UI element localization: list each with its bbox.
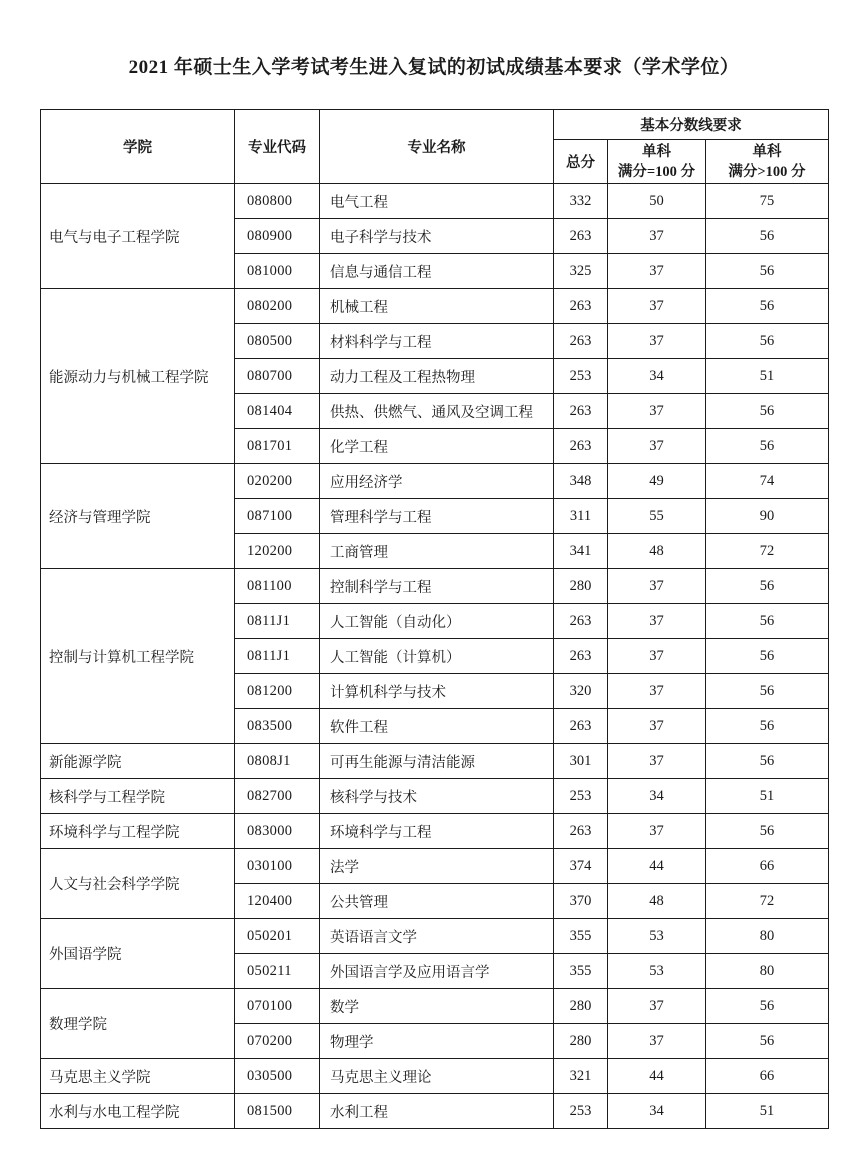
major-code-cell: 120400	[235, 884, 320, 919]
table-row	[41, 1059, 829, 1094]
major-name-cell: 英语语言文学	[320, 919, 554, 954]
major-code-cell: 070100	[235, 989, 320, 1024]
total-score-cell: 253	[554, 359, 608, 394]
table-row	[41, 464, 829, 499]
college-cell: 电气与电子工程学院	[41, 184, 235, 289]
single-subject-100-cell: 37	[608, 324, 706, 359]
major-code-cell: 030100	[235, 849, 320, 884]
single-subject-100-cell: 50	[608, 184, 706, 219]
single-subject-100-cell: 37	[608, 429, 706, 464]
single-subject-100-cell: 37	[608, 744, 706, 779]
single-subject-100-cell: 37	[608, 639, 706, 674]
single-subject-gt100-cell: 56	[706, 394, 829, 429]
single-subject-100-cell: 49	[608, 464, 706, 499]
single-subject-100-cell: 34	[608, 359, 706, 394]
major-code-cell: 070200	[235, 1024, 320, 1059]
total-score-cell: 263	[554, 219, 608, 254]
total-score-cell: 355	[554, 954, 608, 989]
college-cell: 核科学与工程学院	[41, 779, 235, 814]
total-score-cell: 370	[554, 884, 608, 919]
single-subject-100-line2: 满分=100 分	[617, 163, 696, 180]
major-code-cell: 050211	[235, 954, 320, 989]
major-code-cell: 087100	[235, 499, 320, 534]
single-subject-100-cell: 37	[608, 394, 706, 429]
single-subject-gt100-cell: 75	[706, 184, 829, 219]
single-subject-gt100-cell: 80	[706, 954, 829, 989]
major-name-cell: 工商管理	[320, 534, 554, 569]
major-code-cell: 120200	[235, 534, 320, 569]
single-subject-100-cell: 37	[608, 604, 706, 639]
single-subject-100-cell: 34	[608, 1094, 706, 1129]
major-code-cell: 081000	[235, 254, 320, 289]
single-subject-gt100-cell: 72	[706, 884, 829, 919]
major-name-cell: 法学	[320, 849, 554, 884]
college-cell: 新能源学院	[41, 744, 235, 779]
major-name-cell: 信息与通信工程	[320, 254, 554, 289]
single-subject-gt100-cell: 56	[706, 814, 829, 849]
total-score-cell: 263	[554, 324, 608, 359]
single-subject-100-cell: 44	[608, 849, 706, 884]
score-table-header	[41, 110, 829, 184]
total-score-cell: 321	[554, 1059, 608, 1094]
major-name-cell: 环境科学与工程	[320, 814, 554, 849]
major-name-cell: 控制科学与工程	[320, 569, 554, 604]
total-score-cell: 355	[554, 919, 608, 954]
major-code-cell: 083000	[235, 814, 320, 849]
single-subject-gt100-cell: 56	[706, 604, 829, 639]
major-name-cell: 计算机科学与技术	[320, 674, 554, 709]
major-code-cell: 080900	[235, 219, 320, 254]
major-code-cell: 081100	[235, 569, 320, 604]
total-score-cell: 325	[554, 254, 608, 289]
college-cell: 马克思主义学院	[41, 1059, 235, 1094]
single-subject-100-cell: 44	[608, 1059, 706, 1094]
single-subject-100-cell: 37	[608, 254, 706, 289]
major-name-cell: 数学	[320, 989, 554, 1024]
single-subject-100-cell: 53	[608, 954, 706, 989]
col-header-college: 学院	[41, 110, 235, 184]
major-code-cell: 082700	[235, 779, 320, 814]
major-name-cell: 动力工程及工程热物理	[320, 359, 554, 394]
college-cell: 外国语学院	[41, 919, 235, 989]
major-code-cell: 080200	[235, 289, 320, 324]
table-row	[41, 779, 829, 814]
major-code-cell: 081500	[235, 1094, 320, 1129]
single-subject-gt100-cell: 66	[706, 849, 829, 884]
score-table-body	[41, 184, 829, 1129]
major-name-cell: 电气工程	[320, 184, 554, 219]
total-score-cell: 280	[554, 989, 608, 1024]
major-name-cell: 应用经济学	[320, 464, 554, 499]
page-title: 2021 年硕士生入学考试考生进入复试的初试成绩基本要求（学术学位）	[128, 57, 740, 78]
major-code-cell: 081200	[235, 674, 320, 709]
college-cell: 能源动力与机械工程学院	[41, 289, 235, 464]
major-name-cell: 软件工程	[320, 709, 554, 744]
single-subject-gt100-cell: 90	[706, 499, 829, 534]
col-header-single-subject-100	[608, 140, 706, 184]
single-subject-100-cell: 37	[608, 569, 706, 604]
single-subject-gt100-line1: 单科	[752, 143, 782, 160]
single-subject-gt100-cell: 56	[706, 674, 829, 709]
single-subject-gt100-cell: 56	[706, 289, 829, 324]
major-code-cell: 083500	[235, 709, 320, 744]
total-score-cell: 263	[554, 814, 608, 849]
total-score-cell: 332	[554, 184, 608, 219]
major-code-cell: 080700	[235, 359, 320, 394]
college-cell: 水利与水电工程学院	[41, 1094, 235, 1129]
major-name-cell: 化学工程	[320, 429, 554, 464]
total-score-cell: 374	[554, 849, 608, 884]
single-subject-gt100-cell: 80	[706, 919, 829, 954]
major-name-cell: 外国语言学及应用语言学	[320, 954, 554, 989]
major-code-cell: 081404	[235, 394, 320, 429]
major-name-cell: 公共管理	[320, 884, 554, 919]
major-name-cell: 人工智能（自动化）	[320, 604, 554, 639]
major-name-cell: 人工智能（计算机）	[320, 639, 554, 674]
total-score-cell: 280	[554, 569, 608, 604]
col-header-major-name: 专业名称	[320, 110, 554, 184]
single-subject-gt100-cell: 56	[706, 744, 829, 779]
total-score-cell: 341	[554, 534, 608, 569]
college-cell: 数理学院	[41, 989, 235, 1059]
total-score-cell: 263	[554, 394, 608, 429]
single-subject-gt100-cell: 56	[706, 254, 829, 289]
single-subject-100-cell: 37	[608, 1024, 706, 1059]
single-subject-100-cell: 55	[608, 499, 706, 534]
college-cell: 控制与计算机工程学院	[41, 569, 235, 744]
total-score-cell: 263	[554, 289, 608, 324]
single-subject-gt100-cell: 56	[706, 429, 829, 464]
single-subject-gt100-cell: 56	[706, 709, 829, 744]
major-name-cell: 电子科学与技术	[320, 219, 554, 254]
single-subject-100-cell: 37	[608, 989, 706, 1024]
major-code-cell: 0808J1	[235, 744, 320, 779]
total-score-cell: 301	[554, 744, 608, 779]
table-row	[41, 989, 829, 1024]
total-score-cell: 280	[554, 1024, 608, 1059]
single-subject-gt100-cell: 56	[706, 639, 829, 674]
major-name-cell: 马克思主义理论	[320, 1059, 554, 1094]
single-subject-gt100-cell: 72	[706, 534, 829, 569]
major-name-cell: 核科学与技术	[320, 779, 554, 814]
score-table	[40, 109, 829, 1129]
major-code-cell: 0811J1	[235, 604, 320, 639]
single-subject-gt100-cell: 51	[706, 779, 829, 814]
col-header-score-requirement: 基本分数线要求	[554, 110, 829, 140]
single-subject-100-cell: 53	[608, 919, 706, 954]
single-subject-gt100-cell: 51	[706, 1094, 829, 1129]
major-name-cell: 物理学	[320, 1024, 554, 1059]
table-row	[41, 814, 829, 849]
single-subject-gt100-cell: 56	[706, 569, 829, 604]
major-name-cell: 水利工程	[320, 1094, 554, 1129]
single-subject-100-cell: 48	[608, 534, 706, 569]
major-code-cell: 080800	[235, 184, 320, 219]
single-subject-gt100-cell: 51	[706, 359, 829, 394]
single-subject-100-cell: 37	[608, 674, 706, 709]
col-header-total-score: 总分	[554, 140, 608, 184]
total-score-cell: 263	[554, 639, 608, 674]
major-code-cell: 050201	[235, 919, 320, 954]
total-score-cell: 348	[554, 464, 608, 499]
table-row	[41, 919, 829, 954]
single-subject-gt100-cell: 56	[706, 989, 829, 1024]
single-subject-100-cell: 37	[608, 709, 706, 744]
single-subject-100-cell: 48	[608, 884, 706, 919]
major-name-cell: 机械工程	[320, 289, 554, 324]
col-header-single-subject-gt100	[706, 140, 829, 184]
single-subject-gt100-cell: 66	[706, 1059, 829, 1094]
single-subject-gt100-cell: 56	[706, 1024, 829, 1059]
single-subject-100-cell: 37	[608, 814, 706, 849]
major-code-cell: 080500	[235, 324, 320, 359]
total-score-cell: 253	[554, 779, 608, 814]
major-code-cell: 020200	[235, 464, 320, 499]
table-row	[41, 849, 829, 884]
single-subject-100-cell: 37	[608, 219, 706, 254]
total-score-cell: 263	[554, 429, 608, 464]
college-cell: 环境科学与工程学院	[41, 814, 235, 849]
college-cell: 人文与社会科学学院	[41, 849, 235, 919]
single-subject-100-cell: 37	[608, 289, 706, 324]
major-name-cell: 管理科学与工程	[320, 499, 554, 534]
table-row	[41, 744, 829, 779]
major-code-cell: 030500	[235, 1059, 320, 1094]
total-score-cell: 263	[554, 709, 608, 744]
total-score-cell: 320	[554, 674, 608, 709]
major-name-cell: 材料科学与工程	[320, 324, 554, 359]
table-row	[41, 289, 829, 324]
table-row	[41, 1094, 829, 1129]
single-subject-100-cell: 34	[608, 779, 706, 814]
table-row	[41, 569, 829, 604]
total-score-cell: 253	[554, 1094, 608, 1129]
major-code-cell: 0811J1	[235, 639, 320, 674]
col-header-major-code: 专业代码	[235, 110, 320, 184]
major-code-cell: 081701	[235, 429, 320, 464]
total-score-cell: 311	[554, 499, 608, 534]
single-subject-gt100-cell: 56	[706, 324, 829, 359]
major-name-cell: 供热、供燃气、通风及空调工程	[320, 394, 554, 429]
college-cell: 经济与管理学院	[41, 464, 235, 569]
single-subject-100-line1: 单科	[642, 143, 671, 160]
single-subject-gt100-cell: 56	[706, 219, 829, 254]
major-name-cell: 可再生能源与清洁能源	[320, 744, 554, 779]
total-score-cell: 263	[554, 604, 608, 639]
table-row	[41, 184, 829, 219]
single-subject-gt100-cell: 74	[706, 464, 829, 499]
single-subject-gt100-line2: 满分>100 分	[728, 163, 806, 180]
